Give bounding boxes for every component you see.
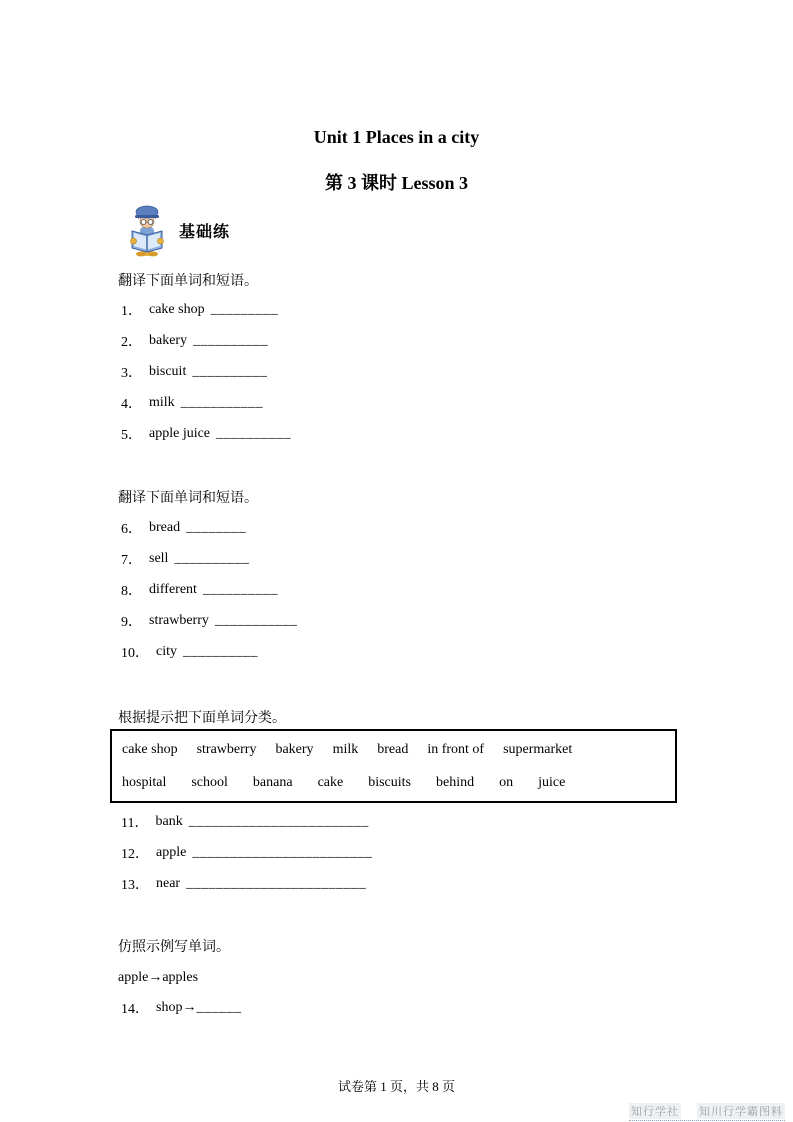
word-box-word: bread: [377, 741, 409, 757]
answer-blank: __________: [216, 425, 292, 441]
item-word: strawberry: [149, 612, 209, 628]
word-box-word: biscuits: [368, 774, 411, 790]
word-box-row: [122, 766, 675, 799]
word-box-word: milk: [332, 741, 359, 757]
answer-blank: __________: [202, 581, 278, 597]
example-list: [121, 992, 241, 1023]
exercise-item: [121, 387, 291, 418]
answer-blank: ________________________: [192, 844, 373, 860]
word-box-word: on: [499, 774, 514, 790]
word-box-word: supermarket: [503, 741, 573, 757]
item-word: bank: [155, 813, 183, 829]
instruction-classify: 根据提示把下面单词分类。: [118, 711, 286, 726]
instruction-translate-2: 翻译下面单词和短语。: [118, 491, 258, 506]
answer-blank: ________________________: [186, 875, 367, 891]
word-box-word: behind: [436, 774, 475, 790]
item-number: 13．: [121, 877, 149, 893]
word-box-word: cake shop: [122, 741, 178, 757]
item-number: 9．: [121, 614, 142, 630]
answer-blank: ________________________: [188, 813, 369, 829]
item-number: 1．: [121, 303, 142, 319]
word-box-word: banana: [252, 774, 293, 790]
exercise-item: [121, 356, 291, 387]
item-word: cake shop: [149, 301, 205, 317]
answer-blank: __________: [174, 550, 250, 566]
watermark: [629, 1103, 785, 1121]
word-box-word: hospital: [122, 774, 167, 790]
badge-label: 基础练: [179, 223, 231, 241]
word-box-word: school: [191, 774, 228, 790]
exercise-item: [121, 837, 372, 868]
item-word: near: [156, 875, 181, 891]
example-line: apple→apples: [118, 970, 199, 985]
word-box-word: strawberry: [196, 741, 257, 757]
exercise-item: [121, 605, 297, 636]
answer-blank: __________: [192, 363, 268, 379]
item-number: 11．: [121, 815, 149, 831]
page-footer: 试卷第 1 页，共 8 页: [337, 1079, 455, 1094]
watermark-text: 知川行学霸图料: [697, 1103, 785, 1119]
answer-blank: __________: [193, 332, 269, 348]
word-box-word: in front of: [427, 741, 485, 757]
item-number: 8．: [121, 583, 142, 599]
answer-blank: __________: [183, 643, 258, 659]
answer-blank: _________: [210, 301, 279, 317]
instruction-translate-1: 翻译下面单词和短语。: [118, 274, 258, 289]
exercise-item: [121, 294, 291, 325]
item-word: different: [149, 581, 197, 597]
answer-blank: ___________: [214, 612, 298, 628]
item-number: 4．: [121, 396, 142, 412]
answer-blank: ___________: [180, 394, 264, 410]
word-box: [110, 729, 677, 803]
word-box-word: juice: [538, 774, 566, 790]
answer-blank: ______: [196, 999, 242, 1015]
exercise-item: [121, 512, 297, 543]
exercise-item: [121, 543, 297, 574]
item-number: 14．: [121, 1001, 149, 1017]
instruction-example: 仿照示例写单词。: [118, 940, 230, 955]
classify-list: [121, 806, 372, 899]
item-number: 6．: [121, 521, 142, 537]
answer-blank: ________: [186, 519, 247, 535]
item-word: milk: [149, 394, 175, 410]
word-box-row: [122, 733, 675, 766]
exercise-item: [121, 574, 297, 605]
word-box-word: bakery: [275, 741, 314, 757]
item-word: sell: [149, 550, 169, 566]
item-number: 10．: [121, 645, 149, 661]
item-word: biscuit: [149, 363, 187, 379]
exercise-item: [121, 806, 372, 837]
item-word: apple juice: [149, 425, 211, 441]
translate-list-2: [121, 512, 297, 667]
exercise-item: [121, 636, 297, 667]
item-word: shop→: [156, 999, 197, 1015]
exercise-item: [121, 868, 372, 899]
item-number: 7．: [121, 552, 142, 568]
page-subtitle: 第 3 课时 Lesson 3: [324, 173, 468, 193]
exercise-item: [121, 992, 241, 1023]
exercise-item: [121, 418, 291, 449]
item-word: bakery: [149, 332, 188, 348]
item-number: 12．: [121, 846, 149, 862]
item-word: apple: [156, 844, 187, 860]
word-box-word: cake: [317, 774, 344, 790]
watermark-text: 知行学社: [629, 1103, 681, 1119]
item-word: city: [156, 643, 177, 659]
practice-badge: [128, 203, 230, 257]
student-reading-icon: [128, 203, 166, 257]
item-number: 3．: [121, 365, 142, 381]
item-number: 2．: [121, 334, 142, 350]
item-number: 5．: [121, 427, 142, 443]
page-title: Unit 1 Places in a city: [313, 127, 480, 147]
exercise-item: [121, 325, 291, 356]
item-word: bread: [149, 519, 181, 535]
translate-list-1: [121, 294, 291, 449]
